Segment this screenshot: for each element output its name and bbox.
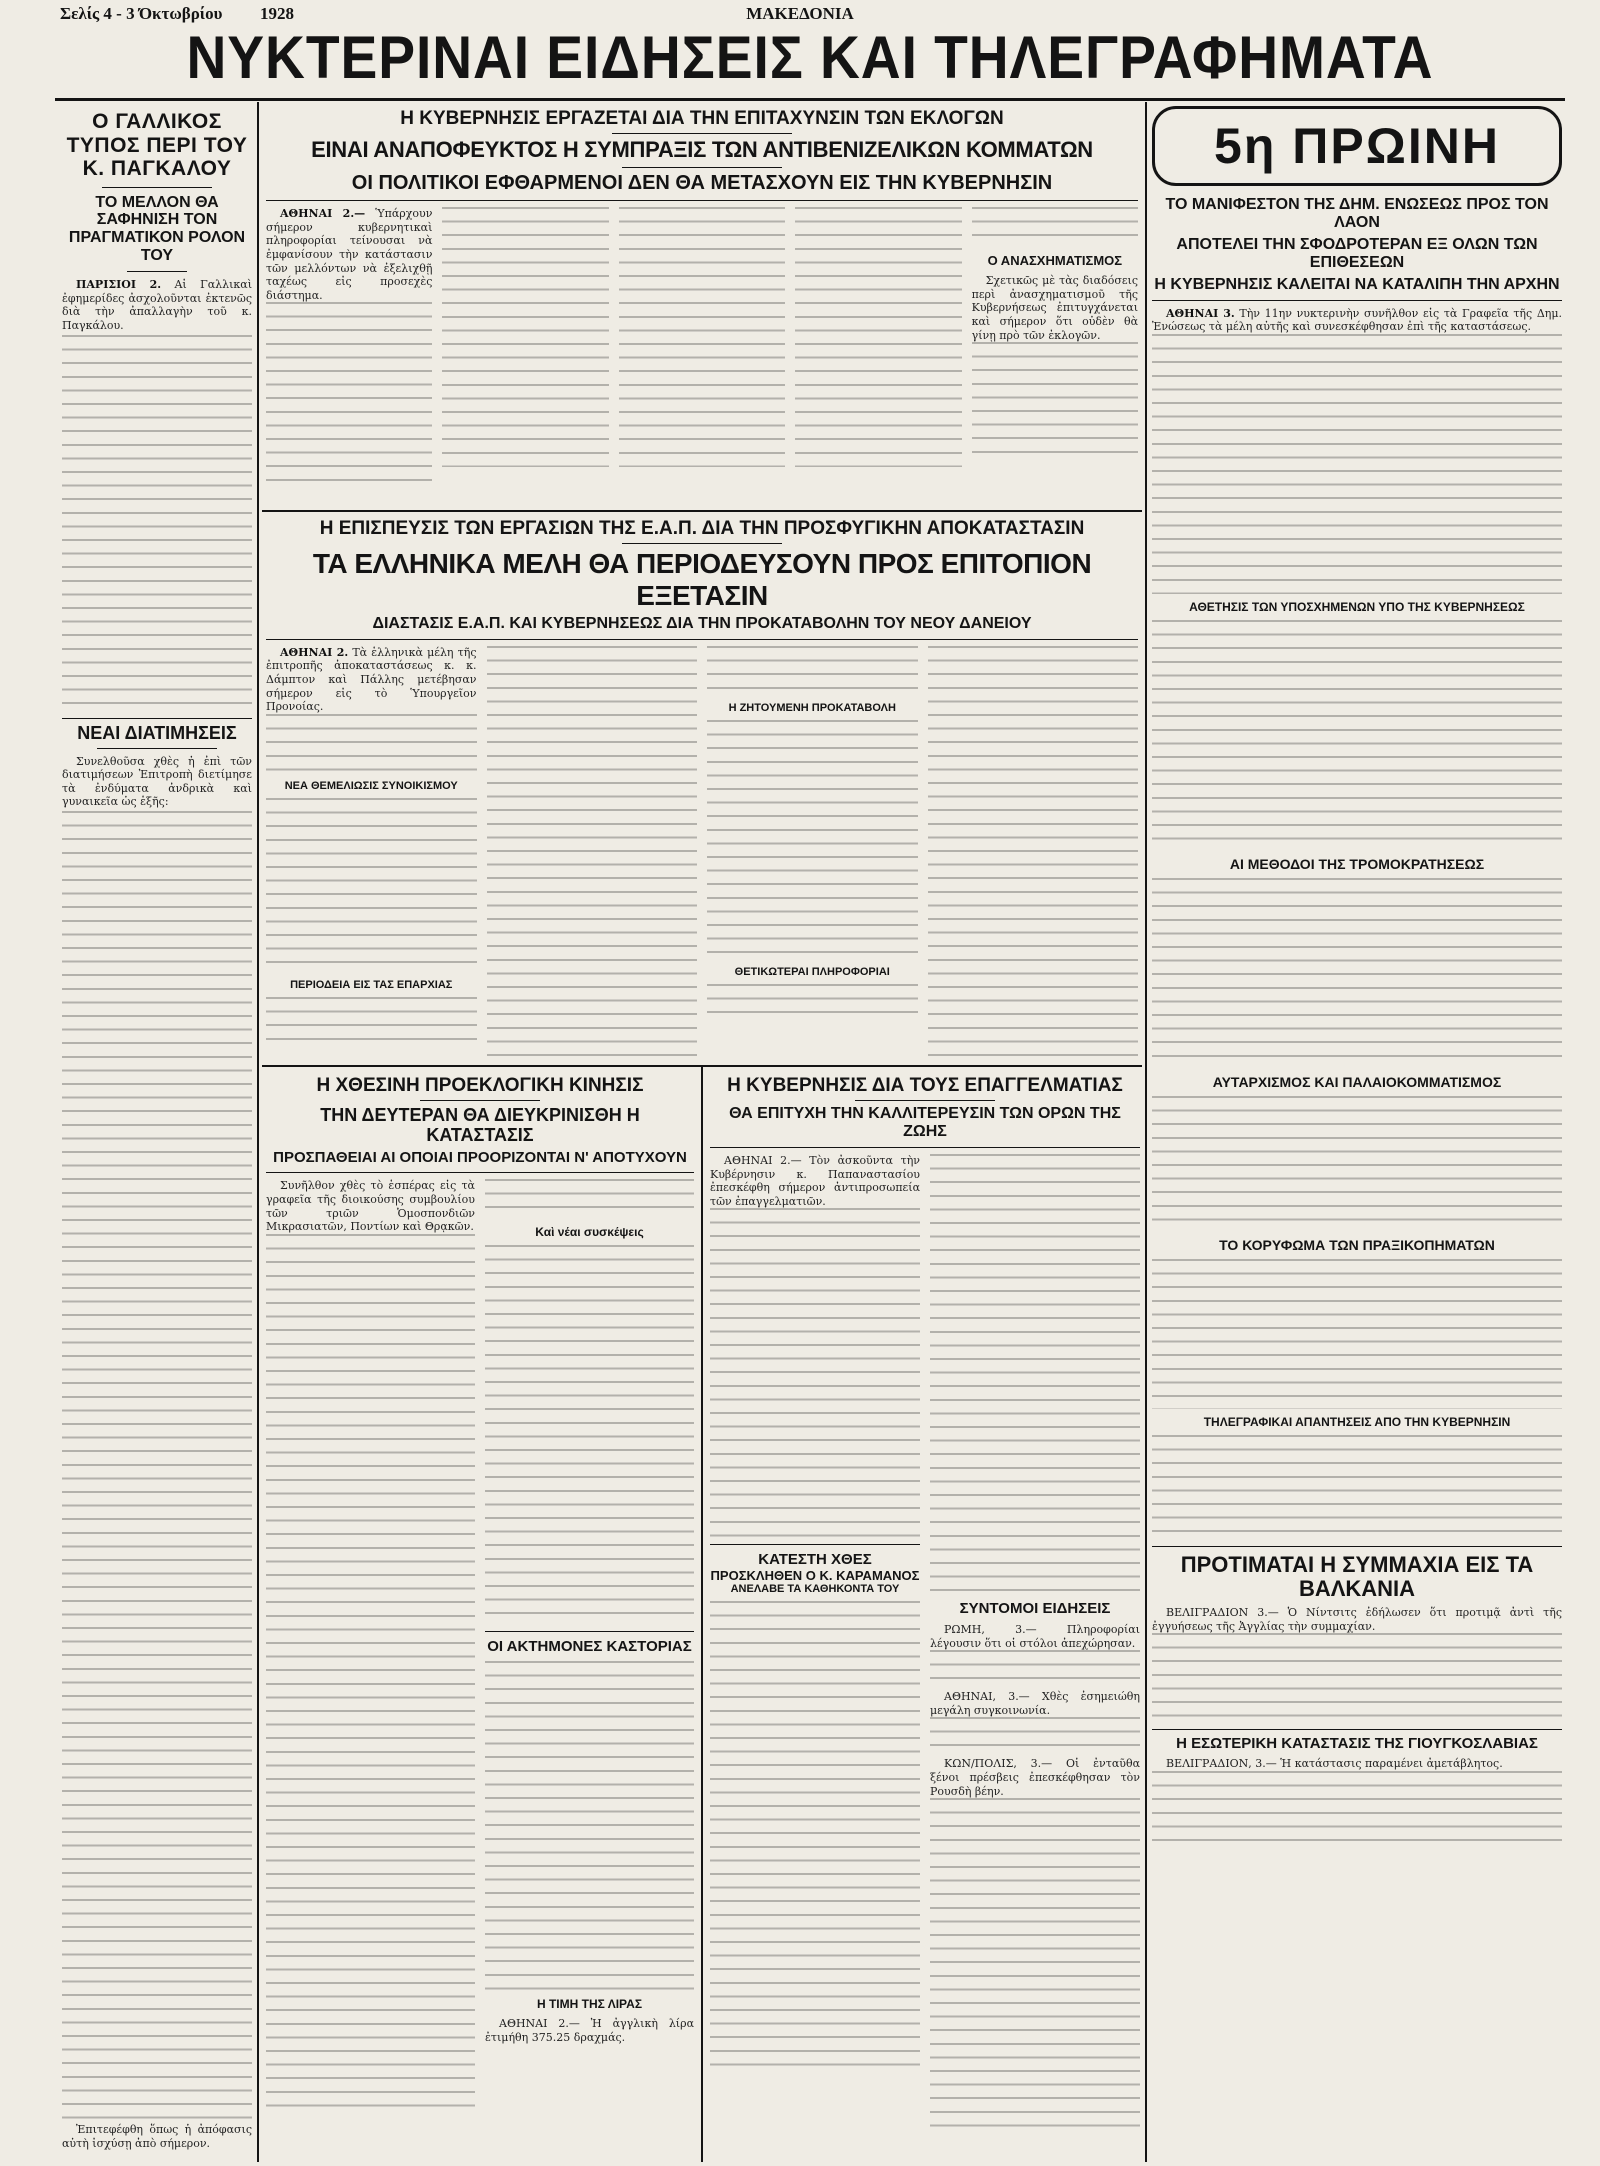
- rm-col-3-a: [707, 646, 918, 696]
- refugee-subhead: ΔΙΑΣΤΑΣΙΣ Ε.Α.Π. ΚΑΙ ΚΥΒΕΡΝΗΣΕΩΣ ΔΙΑ ΤΗΝ ΠΡΟΚΑΤΑΒΟΛΗΝ ΤΟΥ ΝΕΟΥ ΔΑΝΕΙΟΥ: [372, 614, 1032, 632]
- center-mid-article: [266, 518, 1138, 1063]
- left-headline: Ο ΓΑΛΛΙΚΟΣ ΤΥΠΟΣ ΠΕΡΙ ΤΟΥ Κ. ΠΑΓΚΑΛΟΥ: [66, 110, 248, 181]
- rm-col-4-text: [928, 646, 1139, 1063]
- sec-terror-methods: ΑΙ ΜΕΘΟΔΟΙ ΤΗΣ ΤΡΟΜΟΚΡΑΤΗΣΕΩΣ: [1229, 855, 1485, 872]
- headline-rule: [622, 167, 782, 168]
- column-rule-2: [1145, 102, 1147, 2162]
- sec-broken-promises: ΑΘΕΤΗΣΙΣ ΤΩΝ ΥΠΟΣΧΗΜΕΝΩΝ ΥΠΟ ΤΗΣ ΚΥΒΕΡΝΗΣΕΩΣ: [1189, 599, 1525, 614]
- sec-balkan-alliance: ΠΡΟΤΙΜΑΤΑΙ Η ΣΥΜΜΑΧΙΑ ΕΙΣ ΤΑ ΒΑΛΚΑΝΙΑ: [1180, 1551, 1534, 1602]
- rm-col-3-b: [707, 720, 918, 960]
- professionals-headline: ΘΑ ΕΠΙΤΥΧΗ ΤΗΝ ΚΑΛΛΙΤΕΡΕΥΣΙΝ ΤΩΝ ΟΡΩΝ ΤΗΣ ΖΩΗΣ: [729, 1105, 1121, 1141]
- left-section2-rule: [97, 748, 217, 749]
- reshuffle-text: Σχετικῶς μὲ τὰς διαδόσεις περὶ ἀνασχηματισμοῦ τῆς Κυβερνήσεως ἐπιτυγχάνεται καὶ σήμερον ὅτι οὐδὲν θὰ γίνῃ πρὸ τῶν ἐκλογῶν.: [971, 274, 1138, 342]
- right-column: [1152, 106, 1562, 2161]
- pr-col-1: [710, 1154, 920, 2144]
- election-article: [266, 1075, 694, 2160]
- sec-kastoria: ΟΙ ΑΚΤΗΜΟΝΕΣ ΚΑΣΤΟΡΙΑΣ: [487, 1638, 692, 1656]
- ct-col-5: [972, 207, 1138, 467]
- masthead: ΝΥΚΤΕΡΙΝΑΙ ΕΙΔΗΣΕΙΣ ΚΑΙ ΤΗΛΕΓΡΑΦΗΜΑΤΑ: [186, 24, 1434, 91]
- election-columns: [266, 1179, 694, 2139]
- left-dateline: ΠΑΡΙΣΙΟΙ 2.: [76, 278, 162, 292]
- balkan-lead: ΒΕΛΙΓΡΑΔΙΟΝ 3.— Ὁ Νίντσιτς ἐδήλωσεν ὅτι προτιμᾷ ἀντὶ τῆς ἐγγυήσεως τῆς Ἀγγλίας τὴν συμμαχίαν.: [1152, 1605, 1562, 1633]
- brief-news-3: ΚΩΝ/ΠΟΛΙΣ, 3.— Οἱ ἐνταῦθα ξένοι πρέσβεις ἐπεσκέφθησαν τὸν Ρουσδὴ βέην.: [930, 1757, 1140, 1798]
- sec-new-meetings: Καὶ νέαι συσκέψεις: [535, 1225, 644, 1240]
- prices-tail: Ἐπιτεφέφθη ὅπως ἡ ἀπόφασις αὐτὴ ἰσχύσῃ ἀπὸ σήμερον.: [62, 2122, 252, 2150]
- yugoslavia-rule: [1152, 1729, 1562, 1730]
- prices-lead: Συνελθοῦσα χθὲς ἡ ἐπὶ τῶν διατιμήσεων Ἐπιτροπὴ διετίμησε τὰ ἐνδύματα ἀνδρικὰ καὶ γυναικεῖα ὡς ἑξῆς:: [62, 754, 252, 809]
- sec-advance-payment: Η ΖΗΤΟΥΜΕΝΗ ΠΡΟΚΑΤΑΒΟΛΗ: [728, 701, 896, 714]
- yugoslavia-lead: ΒΕΛΙΓΡΑΔΙΟΝ, 3.— Ἡ κατάστασις παραμένει ἀμετάβλητος.: [1166, 1756, 1503, 1770]
- rm-col-2-text: [487, 646, 698, 1063]
- left-sub-rule: [127, 271, 187, 272]
- left-section-rule: [62, 718, 252, 719]
- edition-box: [1152, 106, 1562, 186]
- election-kicker-rule: [420, 1100, 540, 1101]
- masthead-rule: [55, 98, 1565, 101]
- election-subhead: ΠΡΟΣΠΑΘΕΙΑΙ ΑΙ ΟΠΟΙΑΙ ΠΡΟΟΡΙΖΟΝΤΑΙ Ν' ΑΠΟΤΥΧΟΥΝ: [273, 1148, 687, 1166]
- karamanos-rule: [710, 1544, 920, 1545]
- sec-positive-info: ΘΕΤΙΚΩΤΕΡΑΙ ΠΛΗΡΟΦΟΡΙΑΙ: [734, 965, 890, 978]
- center-divider-1: [262, 510, 1142, 512]
- refugee-rule: [266, 639, 1138, 640]
- election-kicker: Η ΧΘΕΣΙΝΗ ΠΡΟΕΚΛΟΓΙΚΗ ΚΙΝΗΣΙΣ: [316, 1075, 644, 1096]
- el-col-2-c: [485, 1661, 694, 1991]
- sec-pound-price: Η ΤΙΜΗ ΤΗΣ ΛΙΡΑΣ: [536, 1997, 643, 2012]
- authoritarianism-text: [1152, 1096, 1562, 1231]
- karamanos-subhead: ΑΝΕΛΑΒΕ ΤΑ ΚΑΘΗΚΟΝΤΑ ΤΟΥ: [730, 1583, 900, 1596]
- ct-col-2: [442, 207, 608, 467]
- ct-col-3: [619, 207, 785, 467]
- ct-col-1-text: [266, 302, 432, 482]
- election-headline: ΤΗΝ ΔΕΥΤΕΡΑΝ ΘΑ ΔΙΕΥΚΡΙΝΙΣΘΗ Η ΚΑΤΑΣΤΑΣΙΣ: [320, 1105, 640, 1146]
- ct-col-5-top: [972, 207, 1138, 247]
- balkan-text: [1152, 1633, 1562, 1723]
- pr-col-1-a: [710, 1208, 920, 1538]
- rm-col-1: [266, 646, 477, 1063]
- professionals-rule: [710, 1147, 1140, 1148]
- election-rule: [266, 1172, 694, 1173]
- professionals-kicker: Η ΚΥΒΕΡΝΗΣΙΣ ΔΙΑ ΤΟΥΣ ΕΠΑΓΓΕΛΜΑΤΙΑΣ: [727, 1075, 1123, 1096]
- el-col-2-b: [485, 1245, 694, 1625]
- ct-col-2-text: [442, 207, 608, 467]
- rm-col-3: [707, 646, 918, 1063]
- reshuffle-text-more: [972, 342, 1138, 462]
- edition-label: 5η ΠΡΩΙΝΗ: [1214, 118, 1500, 174]
- center-top-kicker: Η ΚΥΒΕΡΝΗΣΙΣ ΕΡΓΑΖΕΤΑΙ ΔΙΑ ΤΗΝ ΕΠΙΤΑΧΥΝΣΙΝ ΤΩΝ ΕΚΛΟΓΩΝ: [400, 108, 1004, 129]
- sec-brief-news: ΣΥΝΤΟΜΟΙ ΕΙΔΗΣΕΙΣ: [959, 1600, 1111, 1618]
- professionals-kicker-rule: [855, 1100, 995, 1101]
- manifesto-kicker: ΤΟ ΜΑΝΙΦΕΣΤΟΝ ΤΗΣ ΔΗΜ. ΕΝΩΣΕΩΣ ΠΡΟΣ ΤΟΝ ΛΑΟΝ: [1165, 196, 1549, 231]
- professionals-columns: [710, 1154, 1140, 2144]
- karamanos-kicker: ΚΑΤΕΣΤΗ ΧΘΕΣ: [758, 1551, 872, 1569]
- pr-col-2: [930, 1154, 1140, 2144]
- brief-news-rest: [930, 1798, 1140, 2128]
- folio-date: Σελίς 4 - 3 Όκτωβρίου: [60, 4, 223, 23]
- balkan-rule: [1152, 1546, 1562, 1547]
- professionals-article: [710, 1075, 1140, 2160]
- manifesto-headline: ΑΠΟΤΕΛΕΙ ΤΗΝ ΣΦΟΔΡΟΤΕΡΑΝ ΕΞ ΟΛΩΝ ΤΩΝ ΕΠΙΘΕΣΕΩΝ: [1176, 235, 1538, 271]
- culmination-text: [1152, 1259, 1562, 1409]
- left-lead: Αἱ Γαλλικαὶ ἐφημερίδες ἀσχολοῦνται ἐκτενῶς διὰ τὴν ἀπαλλαγὴν τοῦ κ. Παγκάλου.: [62, 278, 252, 332]
- refugee-lead: ΑΘΗΝΑΙ 2. Τὰ ἑλληνικὰ μέλη τῆς ἐπιτροπῆς ἀποκαταστάσεως κ. κ. Δάμπτον καὶ Πάλλης μετέβησαν σήμερον εἰς τὸ Ὑπουργεῖον Προνοίας.: [266, 645, 477, 714]
- broken-promises-text: [1152, 620, 1562, 850]
- karamanos-headline: ΠΡΟΣΚΛΗΘΕΝ Ο Κ. ΚΑΡΑΜΑΝΟΣ: [710, 1568, 920, 1584]
- column-rule-1: [257, 102, 259, 2162]
- kicker-rule: [612, 133, 792, 134]
- yugoslavia-text: [1152, 1771, 1562, 1841]
- brief-news-2: ΑΘΗΝΑΙ, 3.— Χθὲς ἐσημειώθη μεγάλη συγκοινωνία.: [930, 1690, 1140, 1717]
- pound-price-text: ΑΘΗΝΑΙ 2.— Ἡ ἀγγλικὴ λίρα ἐτιμήθη 375.25 δραχμάς.: [485, 2017, 694, 2044]
- center-top-article: [266, 108, 1138, 508]
- telegraphic-replies-text: [1152, 1435, 1562, 1540]
- sec-new-settlement: ΝΕΑ ΘΕΜΕΛΙΩΣΙΣ ΣΥΝΟΙΚΙΣΜΟΥ: [284, 779, 458, 792]
- sec-culmination: ΤΟ ΚΟΡΥΦΩΜΑ ΤΩΝ ΠΡΑΞΙΚΟΠΗΜΑΤΩΝ: [1219, 1236, 1495, 1253]
- pr-col-2-a: [930, 1154, 1140, 1594]
- sec-yugoslavia: Η ΕΣΩΤΕΡΙΚΗ ΚΑΤΑΣΤΑΣΙΣ ΤΗΣ ΓΙΟΥΓΚΟΣΛΑΒΙΑΣ: [1176, 1735, 1538, 1753]
- folio-year: 1928: [260, 4, 294, 23]
- terror-methods-text: [1152, 878, 1562, 1068]
- left-article-text: [62, 335, 252, 710]
- ct-lead: ΑΘΗΝΑΙ 2.— Ὑπάρχουν σήμερον κυβερνητικαὶ πληροφορίαι τείνουσαι νὰ ἐμφανίσουν τὴν κατάστασιν τῶν μελλόντων νὰ ἐξελιχθῇ ταχέως εἰς προσεχὲς διάστημα.: [266, 207, 433, 302]
- refugee-columns: [266, 646, 1138, 1063]
- subhead-rule: [266, 200, 1138, 201]
- rm-col-1-a: [266, 714, 477, 774]
- rm-col-3-c: [707, 984, 918, 1024]
- rm-col-2: [487, 646, 698, 1063]
- rm-col-1-b: [266, 798, 477, 973]
- refugee-kicker-rule: [622, 543, 782, 544]
- refugee-headline: ΤΑ ΕΛΛΗΝΙΚΑ ΜΕΛΗ ΘΑ ΠΕΡΙΟΔΕΥΣΟΥΝ ΠΡΟΣ ΕΠΙΤΟΠΙΟΝ ΕΞΕΤΑΣΙΝ: [312, 548, 1092, 611]
- manifesto-lead: ΑΘΗΝΑΙ 3. Τὴν 11ην νυκτερινὴν συνῆλθον εἰς τὰ Γραφεῖα τῆς Δημ. Ἐνώσεως τὰ μέλη αὐτῆς καὶ συνεσκέφθησαν ἐπὶ τῆς καταστάσεως.: [1152, 306, 1562, 334]
- paper-name: ΜΑΚΕΔΟΝΙΑ: [746, 4, 854, 23]
- center-top-headline: ΕΙΝΑΙ ΑΝΑΠΟΦΕΥΚΤΟΣ Η ΣΥΜΠΡΑΞΙΣ ΤΩΝ ΑΝΤΙΒΕΝΙΖΕΛΙΚΩΝ ΚΟΜΜΑΤΩΝ: [311, 137, 1093, 163]
- manifesto-rule: [1152, 300, 1562, 301]
- ct-col-4: [795, 207, 961, 467]
- pr-col-1-b: [710, 1601, 920, 2071]
- manifesto-text: [1152, 334, 1562, 594]
- ct-col-4-text: [795, 207, 961, 467]
- prices-text: [62, 811, 252, 2121]
- professionals-lead: ΑΘΗΝΑΙ 2.— Τὸν ἀσκοῦντα τὴν Κυβέρνησιν κ. Παπαναστασίου ἐπεσκέφθη σήμερον ἀντιπροσωπεία τῶν ἐπαγγελματιῶν.: [710, 1154, 920, 1208]
- reshuffle-title: Ο ΑΝΑΣΧΗΜΑΤΙΣΜΟΣ: [987, 253, 1123, 269]
- election-lead: Συνῆλθον χθὲς τὸ ἑσπέρας εἰς τὰ γραφεῖα τῆς διοικούσης συμβουλίου τῶν τριῶν Ὁμοσπονδιῶν Μικρασιατῶν, Ποντίων καὶ Θρᾳκῶν.: [266, 1179, 475, 1234]
- center-split-rule: [701, 1067, 703, 2162]
- left-article: [62, 278, 252, 332]
- sec-tour-provinces: ΠΕΡΙΟΔΕΙΑ ΕΙΣ ΤΑΣ ΕΠΑΡΧΙΑΣ: [290, 978, 453, 991]
- sec-authoritarianism: ΑΥΤΑΡΧΙΣΜΟΣ ΚΑΙ ΠΑΛΑΙΟΚΟΜΜΑΤΙΣΜΟΣ: [1212, 1073, 1502, 1090]
- sec-telegraphic-replies: ΤΗΛΕΓΡΑΦΙΚΑΙ ΑΠΑΝΤΗΣΕΙΣ ΑΠΟ ΤΗΝ ΚΥΒΕΡΝΗΣΙΝ: [1203, 1414, 1511, 1429]
- left-headline-rule: [102, 187, 212, 188]
- brief-news-1-more: [930, 1650, 1140, 1690]
- left-subhead: ΤΟ ΜΕΛΛΟΝ ΘΑ ΣΑΦΗΝΙΣΗ ΤΟΝ ΠΡΑΓΜΑΤΙΚΟΝ ΡΟΛΟΝ ΤΟΥ: [68, 193, 246, 265]
- el-col-1: [266, 1179, 475, 2139]
- manifesto-subhead: Η ΚΥΒΕΡΝΗΣΙΣ ΚΑΛΕΙΤΑΙ ΝΑ ΚΑΤΑΛΙΠΗ ΤΗΝ ΑΡΧΗΝ: [1154, 275, 1560, 293]
- rm-col-4: [928, 646, 1139, 1063]
- center-top-columns: [266, 207, 1138, 467]
- el-col-1-text: [266, 1234, 475, 2114]
- ct-col-3-text: [619, 207, 785, 467]
- rm-col-1-c: [266, 997, 477, 1047]
- section-new-prices: ΝΕΑΙ ΔΙΑΤΙΜΗΣΕΙΣ: [77, 722, 237, 743]
- ct-col-1: [266, 207, 432, 467]
- brief-news-1: ΡΩΜΗ, 3.— Πληροφορίαι λέγουσιν ὅτι οἱ στόλοι ἀπεχώρησαν.: [930, 1623, 1140, 1650]
- center-top-subhead: ΟΙ ΠΟΛΙΤΙΚΟΙ ΕΦΘΑΡΜΕΝΟΙ ΔΕΝ ΘΑ ΜΕΤΑΣΧΟΥΝ ΕΙΣ ΤΗΝ ΚΥΒΕΡΝΗΣΙΝ: [351, 171, 1053, 194]
- left-column: [62, 110, 252, 2160]
- el-col-2-a: [485, 1179, 694, 1219]
- kastoria-rule: [485, 1631, 694, 1632]
- brief-news-2-more: [930, 1717, 1140, 1757]
- el-col-2: [485, 1179, 694, 2139]
- refugee-kicker: Η ΕΠΙΣΠΕΥΣΙΣ ΤΩΝ ΕΡΓΑΣΙΩΝ ΤΗΣ Ε.Α.Π. ΔΙΑ ΤΗΝ ΠΡΟΣΦΥΓΙΚΗΝ ΑΠΟΚΑΤΑΣΤΑΣΙΝ: [319, 518, 1085, 539]
